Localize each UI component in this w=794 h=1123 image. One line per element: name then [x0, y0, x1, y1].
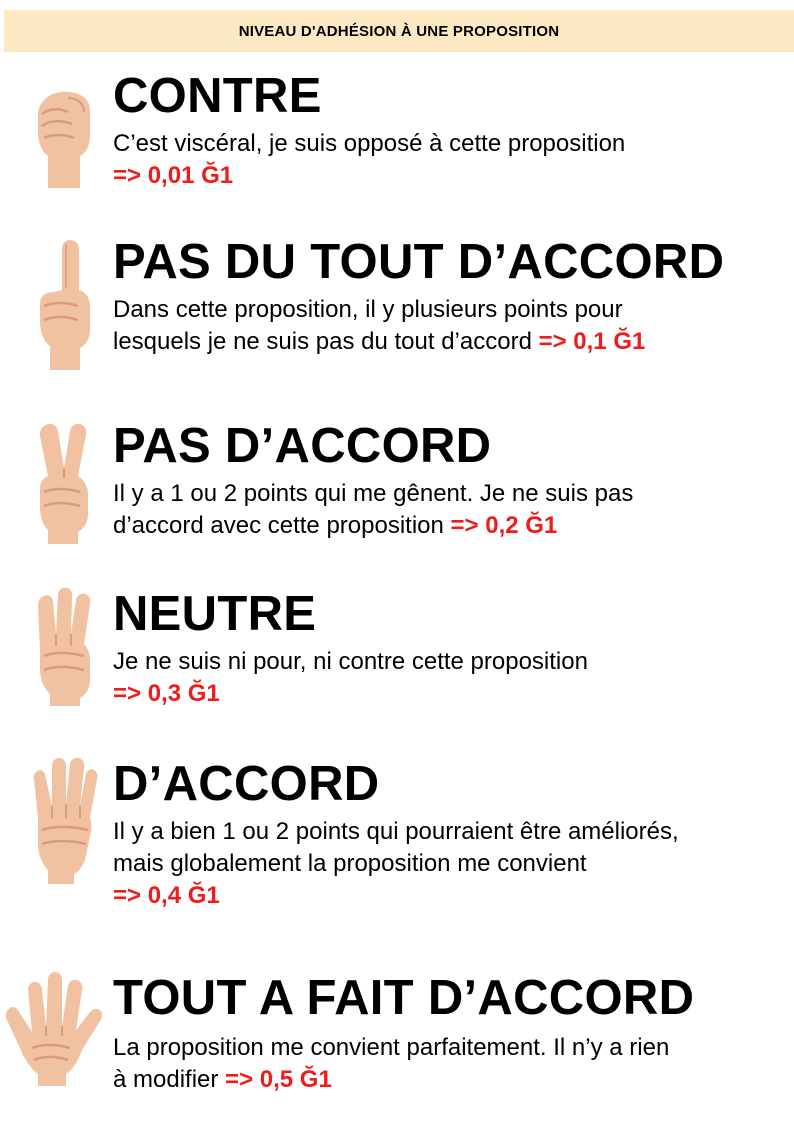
open-hand-icon	[2, 970, 106, 1090]
level-title: PAS D’ACCORD	[113, 419, 492, 473]
description-line: lesquels je ne suis pas du tout d’accord	[113, 328, 539, 355]
level-description	[113, 478, 783, 542]
page-title: NIVEAU D'ADHÉSION À UNE PROPOSITION	[238, 22, 560, 40]
description-line: C’est viscéral, je suis opposé à cette proposition	[113, 130, 626, 157]
four-fingers-hand-icon	[24, 756, 104, 888]
vote-value: => 0,2 Ğ1	[450, 512, 558, 539]
level-title: D’ACCORD	[113, 757, 380, 811]
fist-icon	[24, 76, 104, 196]
two-fingers-hand-icon	[24, 418, 104, 548]
description-line: Il y a bien 1 ou 2 points qui pourraient être améliorés,	[113, 818, 679, 845]
level-title: NEUTRE	[113, 587, 317, 641]
vote-value: => 0,3 Ğ1	[113, 680, 220, 707]
description-line: Il y a 1 ou 2 points qui me gênent. Je ne suis pas	[113, 480, 634, 507]
level-description	[113, 294, 783, 358]
header-banner	[4, 10, 794, 52]
level-title: TOUT A FAIT D’ACCORD	[113, 971, 695, 1025]
description-line: Dans cette proposition, il y plusieurs points pour	[113, 296, 623, 323]
description-line: Je ne suis ni pour, ni contre cette proposition	[113, 648, 588, 675]
vote-value: => 0,1 Ğ1	[538, 328, 646, 355]
vote-value: => 0,01 Ğ1	[113, 162, 234, 189]
description-line: d’accord avec cette proposition	[113, 512, 451, 539]
vote-value: => 0,5 Ğ1	[225, 1066, 332, 1093]
level-description	[113, 1032, 783, 1096]
description-line: La proposition me convient parfaitement. Il n’y a rien	[113, 1034, 670, 1061]
level-title: CONTRE	[113, 69, 322, 123]
vote-value: => 0,4 Ğ1	[113, 882, 220, 909]
level-title: PAS DU TOUT D’ACCORD	[113, 235, 725, 289]
description-line: à modifier	[113, 1066, 226, 1093]
level-description	[113, 816, 783, 912]
level-description	[113, 646, 783, 710]
level-description	[113, 128, 783, 192]
three-fingers-hand-icon	[24, 586, 104, 710]
one-finger-hand-icon	[24, 234, 104, 374]
description-line: mais globalement la proposition me convient	[113, 850, 587, 877]
